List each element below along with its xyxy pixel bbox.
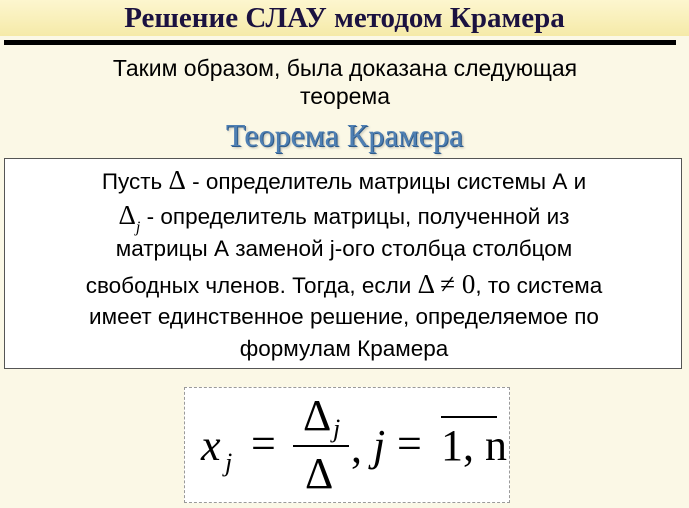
statement-line-5: имеет единственное решение, определяемое по (89, 304, 599, 329)
formula-equals: = (251, 419, 276, 468)
formula-x-subscript: j (225, 448, 233, 477)
delta-j-subscript: j (135, 219, 141, 236)
statement-text: Пусть (101, 169, 169, 194)
intro-text (20, 54, 670, 110)
slide-title: Решение СЛАУ методом Крамера (124, 2, 565, 34)
formula-j: j (373, 421, 386, 470)
formula-comma: , (351, 423, 362, 472)
theorem-statement-box (4, 158, 682, 369)
statement-text: , то система (475, 273, 603, 298)
fraction-bar (293, 445, 349, 447)
statement-line-2 (5, 200, 683, 236)
statement-text: - определитель матрицы системы А и (192, 169, 587, 194)
statement-text: - определитель матрицы, полученной из (146, 204, 570, 229)
range-overline (441, 416, 497, 418)
delta-symbol: Δ (168, 165, 186, 195)
formula-denominator-delta: Δ (305, 449, 334, 498)
statement-line-3: матрицы А заменой j-ого столбца столбцом (115, 236, 573, 261)
intro-line-2: теорема (299, 83, 391, 109)
intro-line-1: Таким образом, была доказана следующая (112, 55, 578, 81)
statement-text: свободных членов. Тогда, если (85, 273, 418, 298)
statement-line-4 (5, 269, 683, 299)
delta-not-zero: Δ ≠ 0 (417, 269, 476, 299)
statement-line-6: формулам Крамера (239, 336, 449, 361)
title-underline (4, 40, 676, 45)
cramer-formula-box (184, 387, 510, 503)
formula-x: x (201, 421, 221, 470)
formula-numerator-delta: Δ (303, 391, 332, 440)
formula-equals-2: = (397, 419, 422, 468)
formula-numerator-subscript: j (333, 414, 341, 443)
formula-range: 1, n (441, 421, 507, 470)
theorem-title: Теорема Крамера (225, 117, 464, 153)
delta-j-symbol: Δ (118, 200, 136, 230)
statement-line-1 (5, 165, 683, 195)
